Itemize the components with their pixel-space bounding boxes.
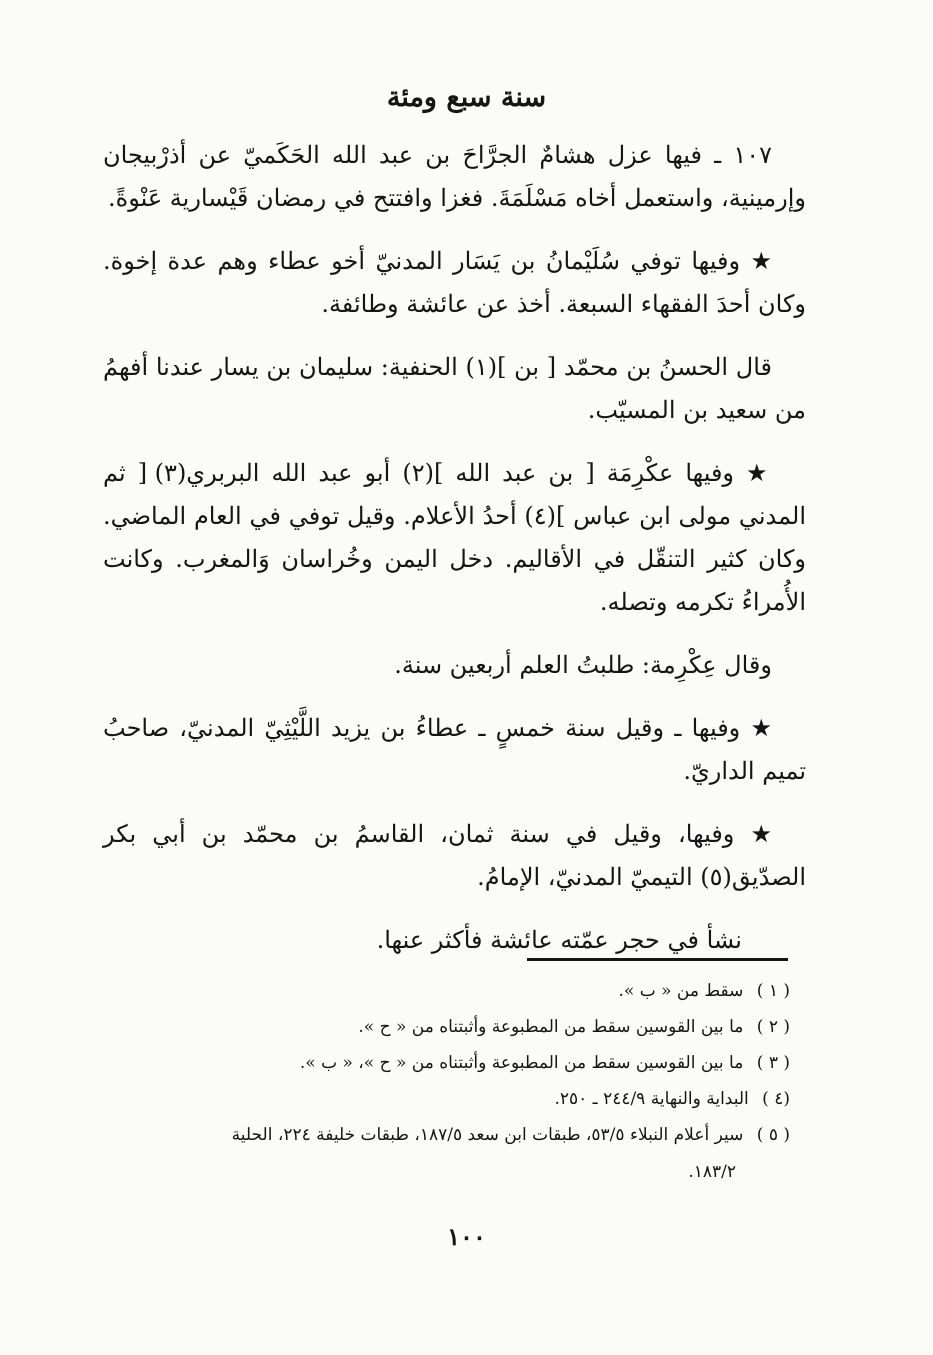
footnote-number: (٤ ) xyxy=(762,1089,790,1109)
footnote-number: ( ١ ) xyxy=(756,981,790,1001)
footnote-text: ما بين القوسين سقط من المطبوعة وأثبتناه من « ح »، « ب ». xyxy=(299,1053,744,1073)
paragraph: قال الحسنُ بن محمّد [ بن ](١) الحنفية: سليمان بن يسار عندنا أفهمُ من سعيد بن المسيّب. xyxy=(103,353,806,424)
paragraph: وقال عِكْرِمة: طلبتُ العلم أربعين سنة. xyxy=(394,651,772,679)
paragraph: نشأ في حجر عمّته عائشة فأكثر عنها. xyxy=(376,926,742,954)
main-text xyxy=(103,134,806,982)
footnote-text: سير أعلام النبلاء ٥٣/٥، طبقات ابن سعد ١٨٧/٥، طبقات خليفة ٢٢٤، الحلية xyxy=(231,1125,744,1145)
footnote-divider xyxy=(527,958,788,961)
footnote xyxy=(96,1052,790,1075)
paragraph: ★ وفيها، وقيل في سنة ثمان، القاسمُ بن محمّد بن أبي بكر الصدّيق(٥) التيميّ المدنيّ، الإمامُ. xyxy=(103,820,806,891)
footnote-text: البداية والنهاية ٢٤٤/٩ ـ ٢٥٠. xyxy=(554,1089,749,1109)
footnote-number: ( ٢ ) xyxy=(756,1017,790,1037)
paragraph: ١٠٧ ـ فيها عزل هشامٌ الجرَّاحَ بن عبد الله الحَكَميّ عن أذرْبيجان وإرمينية، واستعمل أخاه مَسْلَمَةَ. فغزا وافتتح في رمضان قَيْسارية عَنْوةً. xyxy=(103,141,806,212)
footnote xyxy=(96,1016,790,1039)
footnote xyxy=(96,1124,790,1184)
footnote xyxy=(96,980,790,1003)
footnotes xyxy=(96,980,790,1197)
footnote-continuation: ١٨٣/٢. xyxy=(688,1162,736,1182)
footnote-text: سقط من « ب ». xyxy=(618,981,744,1001)
paragraph: ★ وفيها عكْرِمَة [ بن عبد الله ](٢) أبو عبد الله البربري(٣) [ ثم المدني مولى ابن عباس ](٤) أحدُ الأعلام. وقيل توفي في العام الماضي. وكان كثير التنقّل في الأقاليم. دخل اليمن وخُراسان وَالمغرب. وكانت الأُمراءُ تكرمه وتصله. xyxy=(103,459,806,616)
page-number: ١٠٠ xyxy=(447,1222,486,1251)
footnote-number: ( ٣ ) xyxy=(756,1053,790,1073)
paragraph: ★ وفيها توفي سُلَيْمانُ بن يَسَار المدنيّ أخو عطاء وهم عدة إخوة. وكان أحدَ الفقهاء السبعة. أخذ عن عائشة وطائفة. xyxy=(103,247,806,318)
page-title: سنة سبع ومئة xyxy=(386,82,547,113)
footnote-text: ما بين القوسين سقط من المطبوعة وأثبتناه من « ح ». xyxy=(358,1017,744,1037)
footnote xyxy=(96,1088,790,1111)
paragraph: ★ وفيها ـ وقيل سنة خمسٍ ـ عطاءُ بن يزيد اللَّيْثِيّ المدنيّ، صاحبُ تميم الداريّ. xyxy=(103,714,806,785)
footnote-number: ( ٥ ) xyxy=(756,1125,790,1145)
